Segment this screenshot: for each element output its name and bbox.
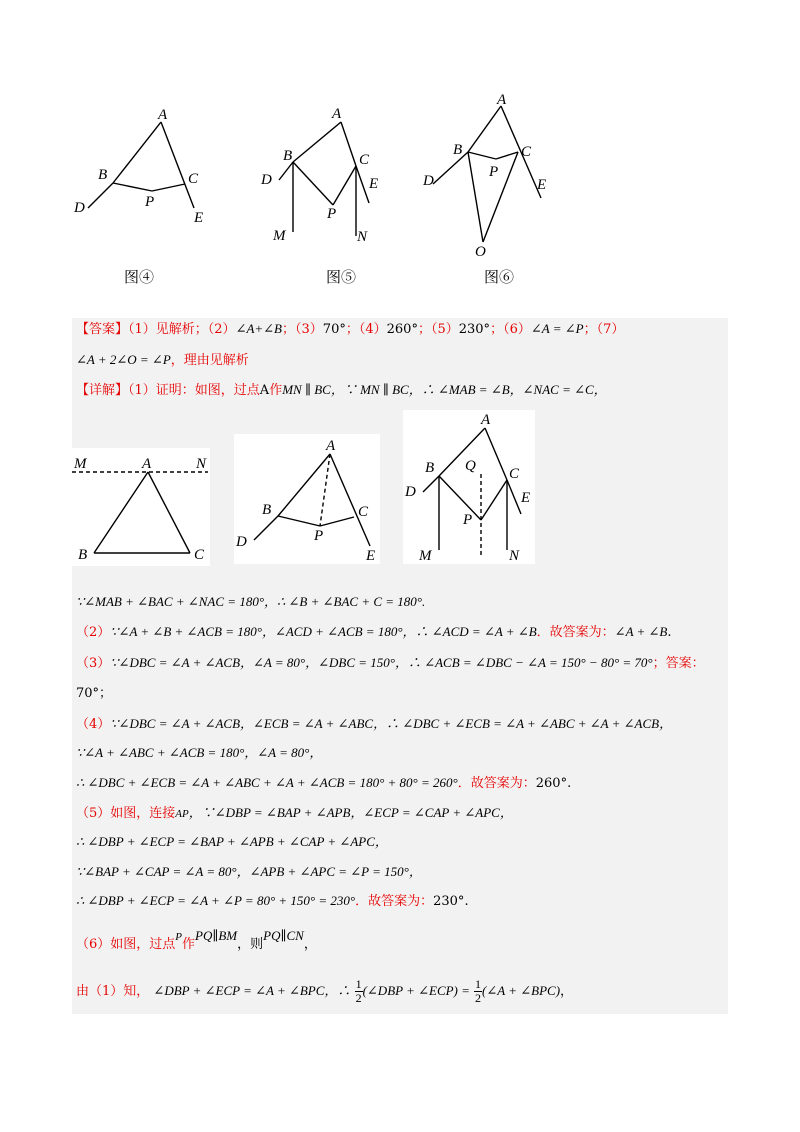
detail-line-11: ∵∠BAP + ∠CAP = ∠A = 80°，∠APB + ∠APC = ∠P = 150°， xyxy=(76,864,422,879)
figure-4 xyxy=(70,105,220,225)
label-C: C xyxy=(188,171,199,187)
label-C: C xyxy=(194,547,205,563)
label-E: E xyxy=(537,177,547,193)
label-D: D xyxy=(405,484,416,500)
answer-line-1: 【答案】（1）见解析；（2）∠A+∠B；（3）70°；（4）260°；（5）230°；（6）∠A = ∠P；（7） xyxy=(76,321,625,337)
detail-line-6: （4）∵∠DBC = ∠A + ∠ACB，∠ECB = ∠A + ∠ABC，∴ ∠DBC + ∠ECB = ∠A + ∠ABC + ∠A + ∠ACB， xyxy=(76,716,673,732)
answer-tag: 【答案】 xyxy=(76,322,129,337)
label-B: B xyxy=(453,142,463,158)
label-N: N xyxy=(509,548,520,564)
label-B: B xyxy=(283,148,293,164)
detail-figure-b-diagram xyxy=(234,434,380,564)
label-D: D xyxy=(236,534,247,550)
detail-figure-a-diagram xyxy=(72,448,210,566)
detail-line-4: （3）∵∠DBC = ∠A + ∠ACB，∠A = 80°，∠DBC = 150°，∴ ∠ACB = ∠DBC − ∠A = 150° − 80° = 70°；答案： xyxy=(76,655,705,671)
detail-figure-a xyxy=(72,448,210,566)
detail-tag: 【详解】 xyxy=(76,383,129,398)
detail-line-9: （5）如图，连接AP，∵∠DBP = ∠BAP + ∠APB，∠ECP = ∠CAP + ∠APC， xyxy=(76,805,513,821)
label-M: M xyxy=(273,228,286,244)
label-C: C xyxy=(509,466,520,482)
detail-line-12: ∴ ∠DBP + ∠ECP = ∠A + ∠P = 80° + 150° = 230°．故答案为：230°. xyxy=(76,893,469,909)
label-B: B xyxy=(425,460,435,476)
label-B: B xyxy=(98,167,108,183)
detail-line-5: 70°； xyxy=(76,686,113,701)
label-P: P xyxy=(489,164,499,180)
label-M: M xyxy=(74,456,87,472)
figure-5 xyxy=(255,100,395,250)
label-E: E xyxy=(366,548,376,564)
detail-line-3: （2）∵∠A + ∠B + ∠ACB = 180°，∠ACD + ∠ACB = 180°，∴ ∠ACD = ∠A + ∠B．故答案为：∠A + ∠B. xyxy=(76,624,672,640)
fraction-half-1: $\frac{1}{2}$ xyxy=(355,977,362,1005)
label-A: A xyxy=(497,92,507,108)
label-P: P xyxy=(327,206,337,222)
detail-line-13: （6）如图，过点$^P$作PQ∥BM，则PQ∥CN， xyxy=(76,928,317,952)
label-B: B xyxy=(78,547,88,563)
answer-line-2: ∠A + 2∠O = ∠P，理由见解析 xyxy=(76,352,249,368)
label-C: C xyxy=(359,152,370,168)
detail-figure-c-diagram xyxy=(403,410,535,564)
figure-4-diagram xyxy=(70,105,220,225)
label-Q: Q xyxy=(465,458,476,474)
label-N: N xyxy=(196,456,207,472)
label-M: M xyxy=(419,548,432,564)
label-B: B xyxy=(262,502,272,518)
label-D: D xyxy=(261,172,272,188)
label-E: E xyxy=(369,176,379,192)
label-P: P xyxy=(145,194,155,210)
label-C: C xyxy=(521,144,532,160)
label-D: D xyxy=(423,173,434,189)
label-A: A xyxy=(158,107,168,123)
detail-line-8: ∴ ∠DBC + ∠ECB = ∠A + ∠ABC + ∠A + ∠ACB = 180° + 80° = 260°．故答案为：260°. xyxy=(76,775,572,791)
detail-line-2: ∵∠MAB + ∠BAC + ∠NAC = 180°，∴ ∠B + ∠BAC + C = 180°. xyxy=(76,594,426,609)
detail-line-1: 【详解】（1）证明：如图，过点A作MN ∥ BC，∵ MN ∥ BC，∴ ∠MAB = ∠B，∠NAC = ∠C， xyxy=(76,382,607,398)
detail-line-14: 由（1）知， ∠DBP + ∠ECP = ∠A + ∠BPC，∴ $\frac{1}{2}$ (∠DBP + ∠ECP) = $\frac{1}{2}$ (∠A + ∠BPC)， xyxy=(76,977,574,1005)
detail-line-7: ∵∠A + ∠ABC + ∠ACB = 180°，∠A = 80°， xyxy=(76,745,323,760)
figure-6-caption: 图⑥ xyxy=(484,268,515,286)
detail-line-10: ∴ ∠DBP + ∠ECP = ∠BAP + ∠APB + ∠CAP + ∠APC， xyxy=(76,834,388,849)
label-O: O xyxy=(475,244,486,260)
label-N: N xyxy=(357,229,368,245)
label-A: A xyxy=(142,456,152,472)
label-C: C xyxy=(358,504,369,520)
figure-5-caption: 图⑤ xyxy=(326,268,357,286)
label-E: E xyxy=(521,490,531,506)
fraction-half-2: $\frac{1}{2}$ xyxy=(475,977,482,1005)
figure-5-diagram xyxy=(255,100,395,250)
label-D: D xyxy=(74,200,85,216)
label-A: A xyxy=(326,438,336,454)
label-A: A xyxy=(332,106,342,122)
label-E: E xyxy=(194,210,204,226)
figure-6 xyxy=(415,92,565,262)
detail-figure-c xyxy=(403,410,535,564)
label-P: P xyxy=(314,528,324,544)
detail-figure-b xyxy=(234,434,380,564)
label-A: A xyxy=(481,412,491,428)
label-P: P xyxy=(463,512,473,528)
figure-6-diagram xyxy=(415,92,565,262)
figure-4-caption: 图④ xyxy=(124,268,155,286)
